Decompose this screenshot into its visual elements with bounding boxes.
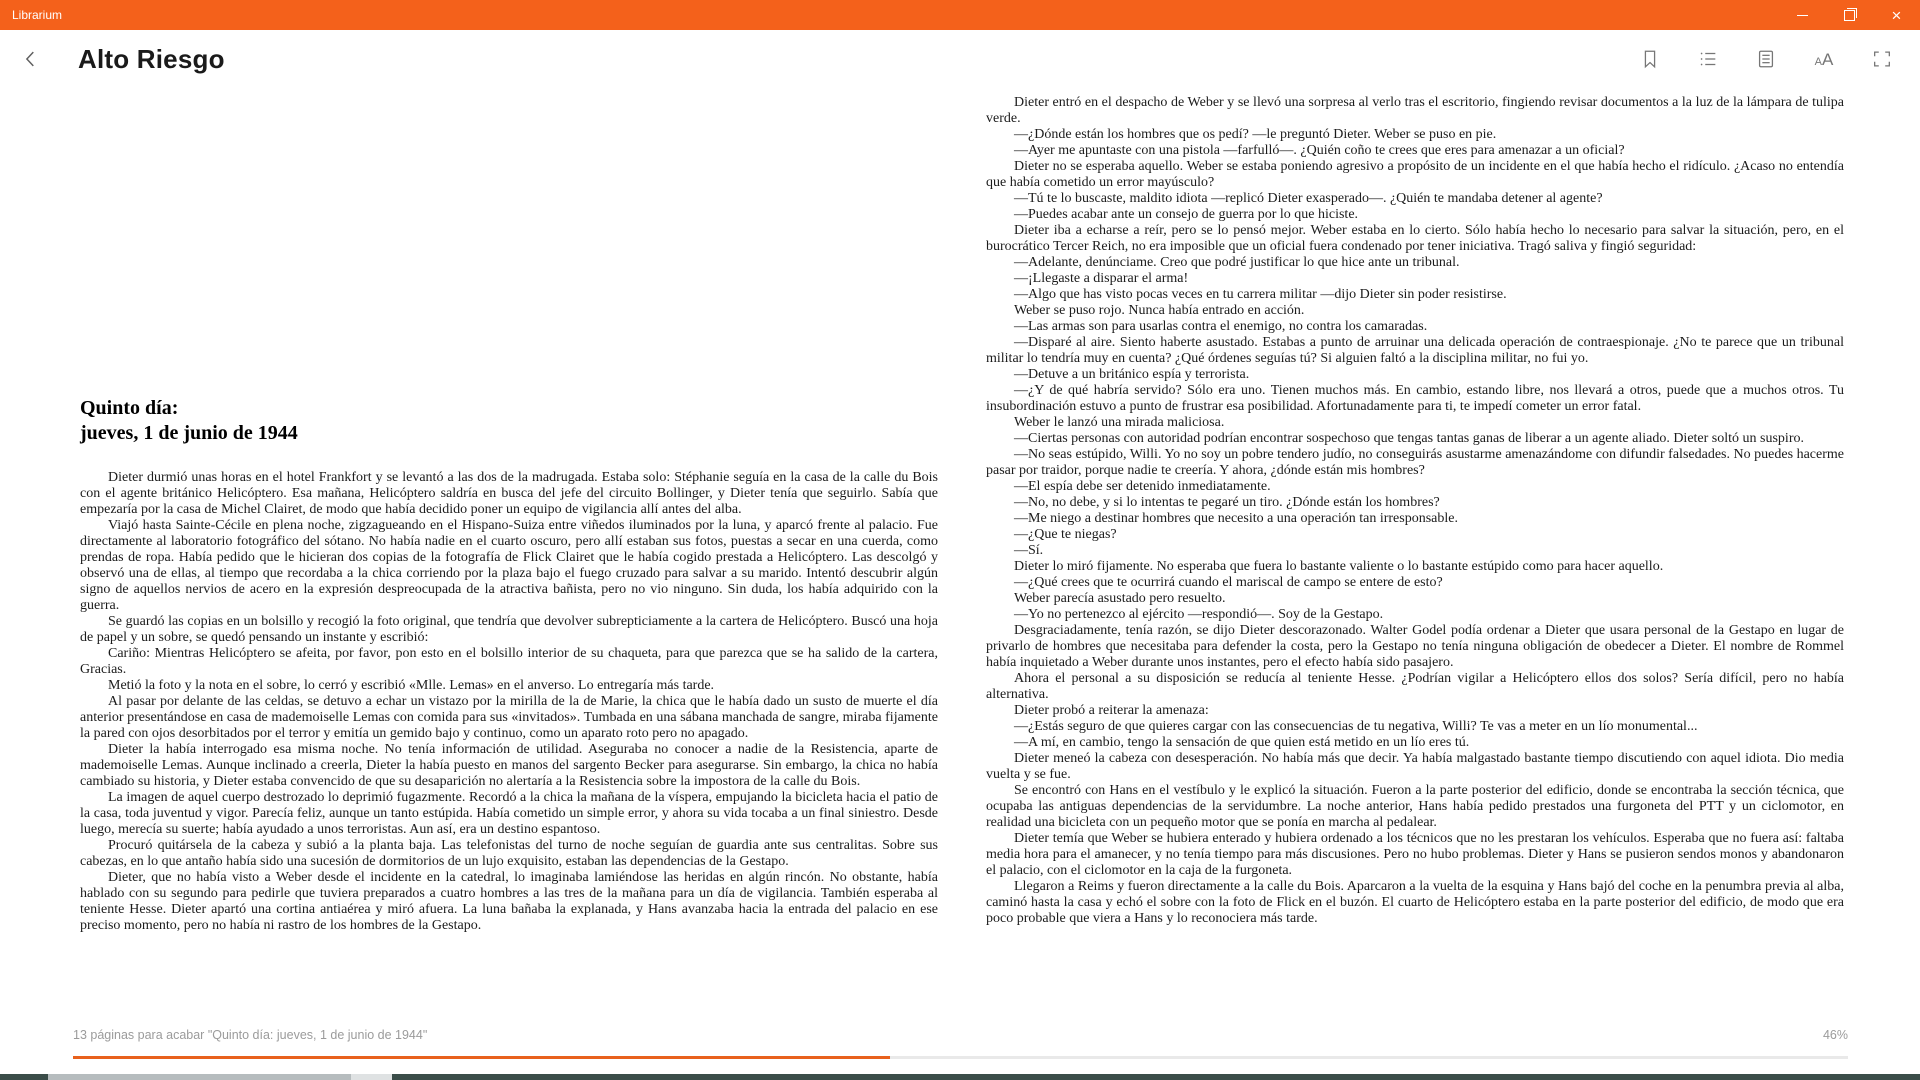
book-paragraph: —Las armas son para usarlas contra el enemigo, no contra los camaradas. xyxy=(1014,319,1428,334)
fullscreen-icon xyxy=(1871,48,1893,70)
book-paragraph: Viajó hasta Sainte-Cécile en plena noche, zigzagueando en el Hispano-Suiza entre viñedos iluminados por la luna, y aparcó frente al palacio. Fue directamente al laboratorio fotográfico del sótano. No había nadie en el cuarto oscuro, pero allí estaban sus fotos, puestas a secar en una cuerda, como prendas de ropa. Había pedido que le hicieran dos copias de la fotografía de Flick Clairet que le había cogido prestada a Helicóptero. Las descolgó y observó una de ellas, al tiempo que recordaba a la chica corriendo por la plaza bajo el fuego cruzado para salvar a su marido. Intentó descubrir algún signo de aquellos nervios de acero en la expresión despreocupada de la atractiva bañista, pero no vio ninguno. Sin duda, los había adquirido con la guerra. xyxy=(80,518,938,613)
book-paragraph: Dieter, que no había visto a Weber desde el incidente en la catedral, lo imaginaba lamiéndose las heridas en algún rincón. No obstante, había hablado con su segundo para pedirle que tuviera preparados a cuatro hombres a las tres de la mañana para un día de vigilancia. También esperaba al teniente Hesse. Dieter apartó una cortina antiaérea y miró afuera. La luna bañaba la explanada, y Hans avanzaba hacia la entrada del palacio en ese preciso momento, pero no había ni rastro de los hombres de la Gestapo. xyxy=(80,870,938,933)
chapter-heading xyxy=(80,396,938,446)
book-paragraph: —El espía debe ser detenido inmediatamente. xyxy=(1014,479,1271,494)
chapter-heading-line1: Quinto día: xyxy=(80,397,179,419)
book-paragraph: —Puedes acabar ante un consejo de guerra por lo que hiciste. xyxy=(1014,207,1359,222)
book-paragraph: Desgraciadamente, tenía razón, se dijo Dieter descorazonado. Walter Godel podía ordenar a Dieter que usara personal de la Gestapo en lugar de privarlo de hombres que necesitaba para defender la costa, pero la Gestapo no tenía ninguna obligación de obedecer a Dieter. El nombre de Rommel había inquietado a Weber durante unos instantes, pero el efecto había sido pasajero. xyxy=(986,623,1844,670)
book-paragraph: —Adelante, denúnciame. Creo que podré justificar lo que hice ante un tribunal. xyxy=(1014,255,1460,270)
close-icon: × xyxy=(1891,5,1902,25)
book-paragraph: —¿Que te niegas? xyxy=(1014,527,1117,542)
window-controls xyxy=(1779,0,1920,30)
app-title: Librarium xyxy=(12,8,63,22)
book-paragraph: —No seas estúpido, Willi. Yo no soy un pobre tendero judío, no conseguirás asustarme amenazándome con difundir falsedades. No puedes hacerme pasar por traidor, porque nadie te creería. Y ahora, ¿dónde están mis hombres? xyxy=(986,447,1844,478)
book-paragraph: Dieter entró en el despacho de Weber y se llevó una sorpresa al verlo tras el escritorio, fingiendo revisar documentos a la luz de la lámpara de tulipa verde. xyxy=(986,95,1844,126)
reading-progress-fill xyxy=(73,1056,890,1059)
notes-page-icon xyxy=(1755,48,1777,70)
book-paragraph: Se guardó las copias en un bolsillo y recogió la foto original, que tendría que devolver subrepticiamente a la cartera de Helicóptero. Buscó una hoja de papel y un sobre, se quedó pensando un instante y escribió: xyxy=(80,614,938,645)
book-paragraph: —¿Dónde están los hombres que os pedí? —le preguntó Dieter. Weber se puso en pie. xyxy=(1014,127,1497,142)
table-of-contents-button[interactable] xyxy=(1696,47,1720,71)
book-paragraph: Metió la foto y la nota en el sobre, lo cerró y escribió «Mlle. Lemas» en el anverso. Lo entregaría más tarde. xyxy=(108,678,715,693)
book-paragraph: Dieter probó a reiterar la amenaza: xyxy=(1014,703,1209,718)
book-paragraph: —¿Qué crees que te ocurrirá cuando el mariscal de campo se entere de esto? xyxy=(1014,575,1443,590)
chapter-heading-line2: jueves, 1 de junio de 1944 xyxy=(80,422,298,444)
pages-remaining-label: 13 páginas para acabar "Quinto día: jueves, 1 de junio de 1944" xyxy=(73,1028,428,1042)
book-paragraph: Dieter no se esperaba aquello. Weber se estaba poniendo agresivo a propósito de un incidente en el que había hecho el ridículo. ¿Acaso no entendía que había cometido un error mayúsculo? xyxy=(986,159,1844,190)
notes-button[interactable] xyxy=(1754,47,1778,71)
book-paragraph: —Ayer me apuntaste con una pistola —farfulló—. ¿Quién coño te crees que eres para amenazar a un oficial? xyxy=(1014,143,1625,158)
book-paragraph: Procuró quitársela de la cabeza y subió a la planta baja. Las telefonistas del turno de noche seguían de guardia ante sus centralitas. Sobre sus cabezas, en lo que antaño había sido una sucesión de dormitorios de un lujo exquisito, estaban las dependencias de la Gestapo. xyxy=(80,838,938,869)
restore-button[interactable] xyxy=(1826,0,1873,30)
book-paragraph: —Detuve a un británico espía y terrorista. xyxy=(1014,367,1250,382)
book-paragraph: —No, no debe, y si lo intentas te pegaré un tiro. ¿Dónde están los hombres? xyxy=(1014,495,1440,510)
book-paragraph: —¡Llegaste a disparar el arma! xyxy=(1014,271,1189,286)
reader-toolbar xyxy=(1638,47,1920,71)
font-size-icon: A A xyxy=(1814,49,1834,69)
bookmark-button[interactable] xyxy=(1638,47,1662,71)
book-paragraph: Weber le lanzó una mirada maliciosa. xyxy=(1014,415,1225,430)
book-paragraph: —Yo no pertenezco al ejército —respondió—. Soy de la Gestapo. xyxy=(1014,607,1384,622)
book-paragraph: Dieter la había interrogado esa misma noche. No tenía información de utilidad. Aseguraba no conocer a nadie de la Resistencia, aparte de mademoiselle Lemas. Aunque inclinado a creerla, Dieter la había puesto en manos del sargento Becker para asegurarse. Sin embargo, la chica no había cambiado su historia, y Dieter estaba convencido de que su desaparición no alertaría a la Resistencia sobre la impostora de la calle du Bois. xyxy=(80,742,938,789)
left-page[interactable] xyxy=(80,88,938,934)
right-page[interactable] xyxy=(986,88,1844,927)
back-button[interactable] xyxy=(18,46,44,72)
book-paragraph: Se encontró con Hans en el vestíbulo y le explicó la situación. Fueron a la parte posterior del edificio, donde se encontraba la sección técnica, que ocupaba las antiguas dependencias de la servidumbre. La noche anterior, Hans había pedido prestados una furgoneta del PTT y un ciclomotor, en realidad una bicicleta con un pequeño motor que se ponía en marcha al pedalear. xyxy=(986,783,1844,830)
book-paragraph: —Me niego a destinar hombres que necesito a una operación tan irresponsable. xyxy=(1014,511,1458,526)
book-paragraph: Ahora el personal a su disposición se reducía al teniente Hesse. ¿Podrían vigilar a Helicóptero ellos dos solos? Sería difícil, pero no había alternativa. xyxy=(986,671,1844,702)
book-paragraph: Weber parecía asustado pero resuelto. xyxy=(1014,591,1226,606)
book-spread xyxy=(0,88,1920,1025)
taskbar-segment xyxy=(0,1074,48,1080)
book-paragraph: La imagen de aquel cuerpo destrozado lo deprimió fugazmente. Recordó a la chica la mañana de la víspera, empujando la bicicleta hacia el patio de la casa, toda juventud y vigor. Parecía feliz, aunque un tanto estúpida. Había cometido un simple error, y ahora su vida tocaba a un final siniestro. Desde luego, merecía su suerte; había ayudado a unos terroristas. Aun así, era un destino espantoso. xyxy=(80,790,938,837)
book-paragraph: Dieter temía que Weber se hubiera enterado y hubiera ordenado a los técnicos que no les prestaran los vehículos. Esperaba que no fuera así: faltaba media hora para el amanecer, y no tenía tiempo para más discusiones. Pero no hubo problemas. Dieter y Hans se pusieron sendos monos y abandonaron el palacio, con el ciclomotor en la caja de la furgoneta. xyxy=(986,831,1844,878)
bookmark-icon xyxy=(1639,48,1661,70)
fullscreen-button[interactable] xyxy=(1870,47,1894,71)
book-paragraph: —¿Y de qué habría servido? Sólo era uno. Tienen muchos más. En cambio, estando libre, nos llevará a otros, puede que a muchos otros. Tu insubordinación estuvo a punto de frustrar esa posibilidad. Afortunadamente para ti, te impedí cometer un error fatal. xyxy=(986,383,1844,414)
taskbar-segment xyxy=(48,1074,351,1080)
book-paragraph: Dieter lo miró fijamente. No esperaba que fuera lo bastante valiente o lo bastante estúpido como para hacer aquello. xyxy=(1014,559,1664,574)
book-paragraph: —Tú te lo buscaste, maldito idiota —replicó Dieter exasperado—. ¿Quién te mandaba detener al agente? xyxy=(1014,191,1603,206)
book-paragraph: Cariño: Mientras Helicóptero se afeita, por favor, pon esto en el bolsillo interior de su chaqueta, para que parezca que se ha salido de la cartera, Gracias. xyxy=(80,646,938,677)
left-page-text xyxy=(80,470,938,934)
font-settings-button[interactable] xyxy=(1812,47,1836,71)
minimize-icon xyxy=(1797,15,1808,16)
right-page-text xyxy=(986,95,1844,927)
progress-percent-label: 46% xyxy=(1822,1028,1848,1042)
taskbar-segment xyxy=(392,1074,1920,1080)
page-title: Alto Riesgo xyxy=(78,43,225,74)
close-button[interactable] xyxy=(1873,0,1920,30)
taskbar-edge xyxy=(0,1074,1920,1080)
toc-list-icon xyxy=(1697,48,1719,70)
book-paragraph: —¿Estás seguro de que quieres cargar con las consecuencias de tu negativa, Willi? Te vas a meter en un lío monumental... xyxy=(1014,719,1698,734)
book-paragraph: Dieter iba a echarse a reír, pero se lo pensó mejor. Weber estaba en lo cierto. Sólo había hecho lo necesario para salvar la situación, pero, en el burocrático Tercer Reich, no era imposible que un oficial fuera condenado por tener iniciativa. Tragó saliva y fingió seguridad: xyxy=(986,223,1844,254)
book-paragraph: Weber se puso rojo. Nunca había entrado en acción. xyxy=(1014,303,1305,318)
restore-icon xyxy=(1844,10,1855,21)
book-paragraph: —Sí. xyxy=(1014,543,1044,558)
book-paragraph: —Ciertas personas con autoridad podrían encontrar sospechoso que tengas tantas ganas de liberar a un agente aliado. Dieter soltó un suspiro. xyxy=(1014,431,1804,446)
book-paragraph: Al pasar por delante de las celdas, se detuvo a echar un vistazo por la mirilla de la de Marie, la chica que le había dado un susto de muerte el día anterior presentándose en casa de mademoiselle Lemas con comida para sus «invitados». Tumbada en una sábana manchada de sangre, miraba fijamente la pared con ojos desorbitados por el terror y emitía un gemido bajo y continuo, como un aparato roto pero no apagado. xyxy=(80,694,938,741)
titlebar[interactable] xyxy=(0,0,1920,30)
book-paragraph: —Algo que has visto pocas veces en tu carrera militar —dijo Dieter sin poder resistirse. xyxy=(1014,287,1507,302)
minimize-button[interactable] xyxy=(1779,0,1826,30)
reading-progress-bar[interactable] xyxy=(73,1056,1848,1059)
book-paragraph: Llegaron a Reims y fueron directamente a la calle du Bois. Aparcaron a la vuelta de la esquina y Hans bajó del coche en la penumbra previa al alba, caminó hasta la casa y echó el sobre con la foto de Flick en el buzón. El cuarto de Helicóptero estaba en la parte posterior del edificio, de modo que era poco probable que viera a Hans y lo reconociera más tarde. xyxy=(986,879,1844,926)
reader-footer xyxy=(73,1028,1848,1042)
book-paragraph: Dieter meneó la cabeza con desesperación. No había más que decir. Ya había malgastado bastante tiempo discutiendo con aquel idiota. Dio media vuelta y se fue. xyxy=(986,751,1844,782)
book-paragraph: —Disparé al aire. Siento haberte asustado. Estabas a punto de arruinar una delicada operación de contraespionaje. ¿No te parece que un tribunal militar lo tendría muy en cuenta? ¿Qué órdenes seguías tú? Si alguien faltó a la disciplina militar, no fui yo. xyxy=(986,335,1844,366)
book-paragraph: Dieter durmió unas horas en el hotel Frankfort y se levantó a las dos de la madrugada. Estaba solo: Stéphanie seguía en la casa de la calle du Bois con el agente británico Helicóptero. Esa mañana, Helicóptero saldría en busca del jefe del circuito Bollinger, y Dieter tenía que seguirlo. Sabía que empezaría por la casa de Michel Clairet, de modo que había decidido poner un equipo de vigilancia allí antes del alba. xyxy=(80,470,938,517)
reader-header xyxy=(0,30,1920,88)
taskbar-segment xyxy=(351,1074,392,1080)
book-paragraph: —A mí, en cambio, tengo la sensación de que quien está metido en un lío eres tú. xyxy=(1014,735,1470,750)
chevron-left-icon xyxy=(20,48,42,70)
